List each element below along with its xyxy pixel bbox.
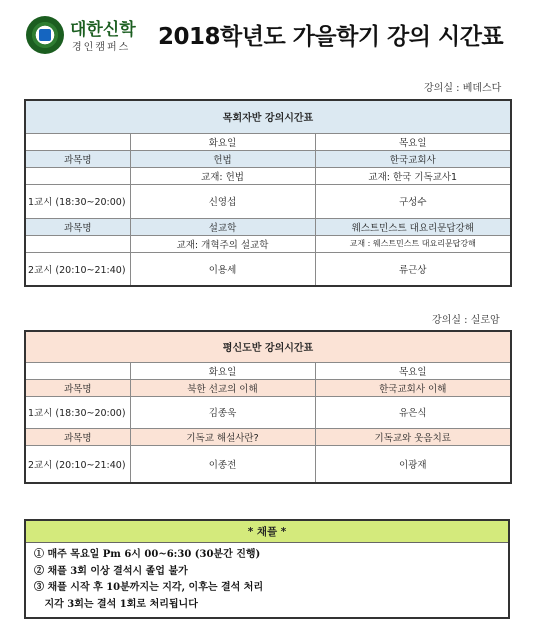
chapel-notice: [24, 519, 510, 619]
logo-subtitle: 경인캠퍼스: [72, 42, 131, 53]
textbook-tuesday: 교재: 헌법: [130, 167, 315, 184]
textbook-row: [25, 167, 511, 184]
notice-title: * 채플 *: [26, 521, 508, 543]
day-thursday: 목요일: [315, 362, 511, 379]
professor-tuesday: 이종전: [130, 445, 315, 483]
period-time: 2교시 (20:10~21:40): [25, 252, 130, 286]
subject-label: 과목명: [25, 379, 130, 396]
course-tuesday: 북한 선교의 이해: [130, 379, 315, 396]
day-tuesday: 화요일: [130, 362, 315, 379]
course-row: [25, 428, 511, 445]
timetable-pastors: [24, 99, 512, 287]
notice-body: [26, 543, 508, 613]
table-title-row: [25, 100, 511, 133]
course-row: [25, 218, 511, 235]
professor-thursday: 류근상: [315, 252, 511, 286]
day-thursday: 목요일: [315, 133, 511, 150]
table-title: 목회자반 강의시간표: [25, 100, 511, 133]
course-row: [25, 379, 511, 396]
page-title: 2018학년도 가을학기 강의 시간표: [158, 24, 504, 50]
empty-cell: [25, 133, 130, 150]
table-title-row: [25, 331, 511, 362]
professor-thursday: 유은식: [315, 396, 511, 428]
period-time: 1교시 (18:30~20:00): [25, 184, 130, 218]
logo-name: 대한신학: [70, 20, 136, 40]
professor-tuesday: 이용세: [130, 252, 315, 286]
professor-thursday: 이광재: [315, 445, 511, 483]
notice-line: ① 매주 목요일 Pm 6시 00~6:30 (30분간 진행): [34, 549, 261, 560]
room-label-2: 강의실 : 실로암: [432, 315, 500, 326]
subject-label: 과목명: [25, 218, 130, 235]
course-thursday: 한국교회사 이해: [315, 379, 511, 396]
professor-tuesday: 신영섭: [130, 184, 315, 218]
notice-line: ③ 채플 시작 후 10분까지는 지각, 이후는 결석 처리: [34, 582, 264, 593]
empty-cell: [25, 235, 130, 252]
period-row: [25, 252, 511, 286]
timetable-laity: [24, 330, 512, 484]
day-tuesday: 화요일: [130, 133, 315, 150]
course-tuesday: 헌법: [130, 150, 315, 167]
textbook-tuesday: 교재: 개혁주의 설교학: [130, 235, 315, 252]
course-thursday: 기독교와 웃음치료: [315, 428, 511, 445]
period-time: 2교시 (20:10~21:40): [25, 445, 130, 483]
notice-line: 지각 3회는 결석 1회로 처리됩니다: [34, 598, 198, 610]
period-row: [25, 184, 511, 218]
period-time: 1교시 (18:30~20:00): [25, 396, 130, 428]
course-tuesday: 기독교 해설사란?: [130, 428, 315, 445]
course-thursday: 웨스트민스트 대요리문답강해: [315, 218, 511, 235]
textbook-row: [25, 235, 511, 252]
period-row: [25, 396, 511, 428]
textbook-thursday: 교재: 한국 기독교사1: [315, 167, 511, 184]
subject-label: 과목명: [25, 428, 130, 445]
professor-thursday: 구성수: [315, 184, 511, 218]
notice-line: ② 채플 3회 이상 결석시 졸업 불가: [34, 565, 188, 577]
period-row: [25, 445, 511, 483]
emblem-icon: [26, 16, 64, 54]
professor-tuesday: 김종욱: [130, 396, 315, 428]
day-header-row: [25, 133, 511, 150]
page-header: [0, 0, 550, 75]
room-label-1: 강의실 : 베데스다: [424, 83, 502, 94]
table-title: 평신도반 강의시간표: [25, 331, 511, 362]
course-row: [25, 150, 511, 167]
day-header-row: [25, 362, 511, 379]
course-thursday: 한국교회사: [315, 150, 511, 167]
subject-label: 과목명: [25, 150, 130, 167]
textbook-thursday: 교재 : 웨스트민스트 대요리문답강해: [315, 235, 511, 252]
empty-cell: [25, 167, 130, 184]
course-tuesday: 설교학: [130, 218, 315, 235]
empty-cell: [25, 362, 130, 379]
school-logo: [26, 14, 146, 60]
